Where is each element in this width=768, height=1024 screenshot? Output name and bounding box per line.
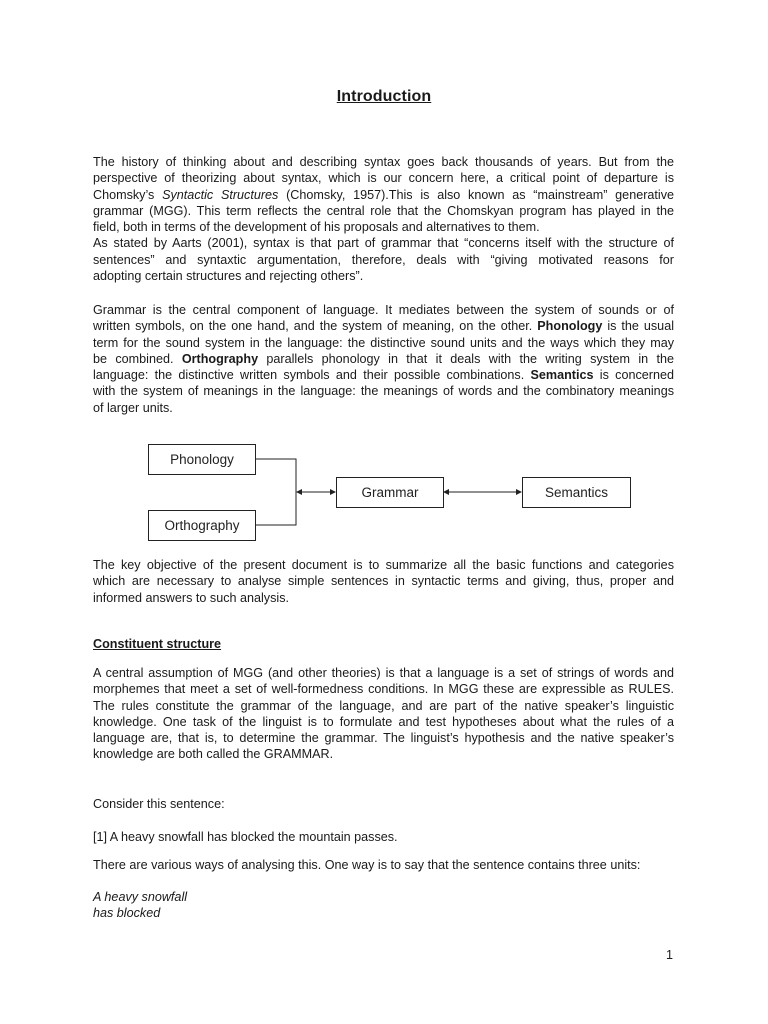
text-line: Grammar is the central component of language. It mediates between the system of sounds or of (93, 303, 674, 317)
diagram-box-orthography: Orthography (148, 510, 256, 541)
text-line: As stated by Aarts (2001), syntax is that part of grammar that “concerns itself with the structure of (93, 236, 674, 251)
text-line: adopting certain structures and rejecting others”. (93, 269, 364, 284)
text-span: is the usual (602, 319, 674, 334)
text-line (93, 187, 674, 203)
text-span: Chomsky’s (93, 187, 163, 202)
diagram-box-semantics: Semantics (522, 477, 631, 508)
text-line: of larger units. (93, 400, 173, 415)
paragraph-history (93, 154, 674, 284)
diagram-box-grammar: Grammar (336, 477, 444, 508)
unit-item: A heavy snowfall (93, 890, 188, 904)
text-line: language are, that is, to determine the grammar. The linguist’s hypothesis and the native speaker’s (93, 731, 674, 746)
text-line: informed answers to such analysis. (93, 590, 289, 605)
term-semantics: Semantics (530, 368, 594, 383)
term-orthography: Orthography (181, 351, 259, 366)
text-line: field, both in terms of the development of his proposals and alternatives to them. (93, 220, 540, 235)
text-line: with the system of meanings in the language: the meanings of words and the combinatory meanings (93, 384, 674, 399)
text-line: A central assumption of MGG (and other theories) is that a language is a set of strings of words and (93, 666, 674, 680)
text-span: parallels phonology in that it deals with the writing system in the (258, 351, 674, 366)
text-span: written symbols, on the one hand, and the system of meaning, on the other. (93, 319, 538, 334)
example-sentence: [1] A heavy snowfall has blocked the mountain passes. (93, 830, 398, 844)
text-line: perspective of theorizing about syntax, which is our concern here, a critical point of departure is (93, 171, 674, 186)
diagram-box-phonology: Phonology (148, 444, 256, 475)
text-line (93, 367, 674, 383)
text-line: knowledge. One task of the linguist is to formulate and test hypotheses about what the rules of a (93, 714, 674, 729)
text-line: The key objective of the present document is to summarize all the basic functions and categories (93, 558, 674, 572)
text-line: The rules constitute the grammar of the language, and are part of the native speaker’s linguistic (93, 698, 674, 713)
text-line: which are necessary to analyse simple sentences in syntactic terms and giving, thus, proper and (93, 574, 674, 589)
text-line: knowledge are both called the GRAMMAR. (93, 747, 334, 762)
analysis-text: There are various ways of analysing this. One way is to say that the sentence contains three units: (93, 858, 641, 872)
paragraph-grammar (93, 302, 674, 416)
page-number: 1 (666, 948, 674, 962)
text-line (93, 318, 674, 334)
paragraph-objective (93, 557, 674, 606)
text-line: term for the sound system in the language: the distinctive sound units and the ways which they may (93, 335, 674, 350)
text-line: sentences” and syntaxtic argumentation, therefore, deals with “giving motivated reasons for (93, 252, 674, 267)
book-title: Syntactic Structures (162, 187, 279, 202)
text-span: (Chomsky, 1957).This is also known as “mainstream” generative (278, 187, 674, 202)
text-line: morphemes that meet a set of well-formedness conditions. In MGG these are expressible as RULES. (93, 682, 674, 697)
term-phonology: Phonology (537, 319, 603, 334)
paragraph-assumption (93, 665, 674, 763)
text-line: grammar (MGG). This term reflects the central role that the Chomskyan program has played in the (93, 203, 674, 218)
text-line (93, 351, 674, 367)
consider-text: Consider this sentence: (93, 797, 225, 811)
page-title: Introduction (336, 88, 432, 105)
text-span: be combined. (93, 351, 182, 366)
section-heading: Constituent structure (93, 637, 222, 651)
text-span: language: the distinctive written symbols and their possible combinations. (93, 368, 531, 383)
unit-item: has blocked (93, 906, 161, 920)
text-line: The history of thinking about and describing syntax goes back thousands of years. But from the (93, 155, 674, 169)
text-span: is concerned (593, 368, 674, 383)
